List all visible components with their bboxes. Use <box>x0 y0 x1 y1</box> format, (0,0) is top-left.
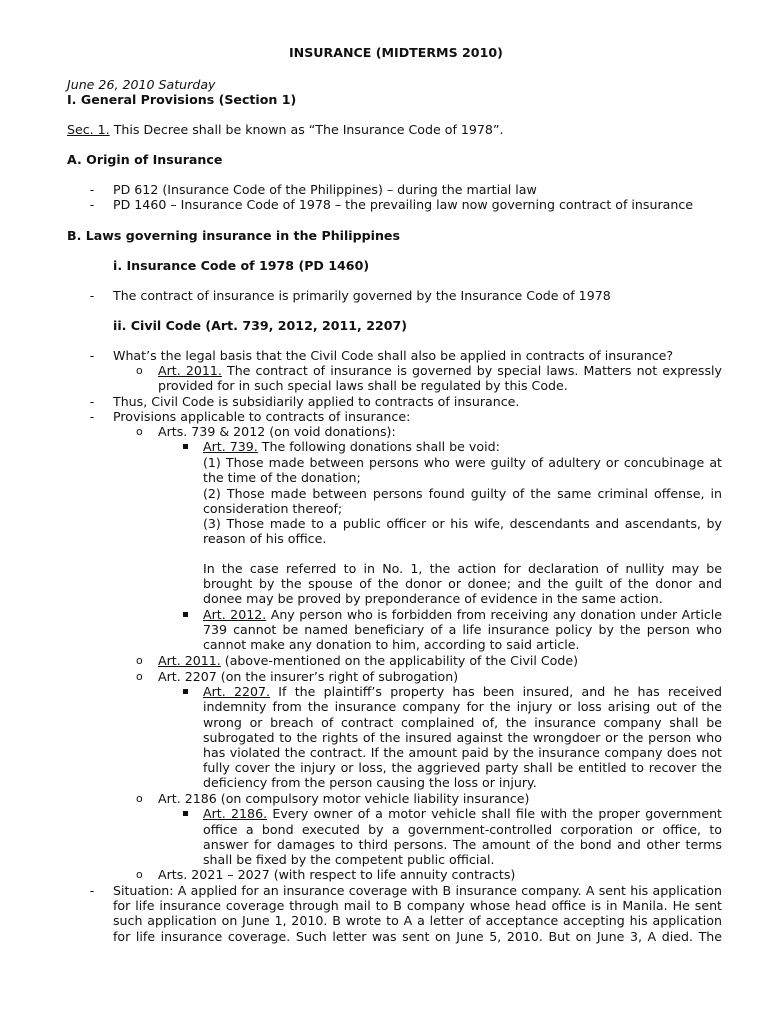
art2186-label: Art. 2186. <box>203 806 268 821</box>
square-bullet <box>183 689 188 694</box>
situation-line: for life insurance coverage through mail to B company whose head office is in Manila. He sent <box>113 898 722 913</box>
art2207-heading: Art. 2207 (on the insurer’s right of subrogation) <box>158 669 459 684</box>
art2207-line: deficiency from the person causing the loss or injury. <box>203 775 537 790</box>
art2011-line-1 <box>158 363 722 378</box>
legal-basis-question: What’s the legal basis that the Civil Code shall also be applied in contracts of insurance? <box>113 348 674 363</box>
art2207-line: subrogated to the rights of the insured against the wrongdoer or the person who <box>203 730 722 745</box>
dash-bullet: - <box>89 409 95 424</box>
arts-739-2012: Arts. 739 & 2012 (on void donations): <box>158 424 396 439</box>
circle-bullet: o <box>136 670 143 683</box>
dash-bullet: - <box>89 197 95 212</box>
heading-origin: A. Origin of Insurance <box>67 152 223 167</box>
situation-line: such application on June 1, 2010. B wrote to A a letter of acceptance accepting his application <box>113 913 722 928</box>
dash-bullet: - <box>89 182 95 197</box>
art2186-line: shall be fixed by the competent public official. <box>203 852 495 867</box>
art739-text: The following donations shall be void: <box>257 439 500 454</box>
art2012-line-3: cannot make any donation to him, according to said article. <box>203 637 580 652</box>
heading-civil-code: ii. Civil Code (Art. 739, 2012, 2011, 2207) <box>113 318 408 333</box>
art2011-ref-label: Art. 2011. <box>158 653 221 668</box>
art2207-line: fully cover the injury or loss, the aggrieved party shall be entitled to recover the <box>203 760 722 775</box>
art2207-line-1 <box>203 684 722 699</box>
art739-line: brought by the spouse of the donor or donee; and the guilt of the donor and <box>203 576 722 591</box>
arts-2021-2027: Arts. 2021 – 2027 (with respect to life annuity contracts) <box>158 867 516 882</box>
art739-line-1 <box>203 439 500 454</box>
art739-line: (3) Those made to a public officer or his wife, descendants and ascendants, by <box>203 516 722 531</box>
origin-item-2: PD 1460 – Insurance Code of 1978 – the prevailing law now governing contract of insurance <box>113 197 693 212</box>
lecture-date: June 26, 2010 Saturday <box>67 77 216 92</box>
situation-line: Situation: A applied for an insurance coverage with B insurance company. A sent his application <box>113 883 722 898</box>
subsidiary-statement: Thus, Civil Code is subsidiarily applied to contracts of insurance. <box>113 394 520 409</box>
square-bullet <box>183 612 188 617</box>
situation-line: for life insurance coverage. Such letter was sent on June 5, 2010. But on June 3, A died. The <box>113 929 722 944</box>
dash-bullet: - <box>89 883 95 898</box>
art2011-label: Art. 2011. <box>158 363 222 378</box>
circle-bullet: o <box>136 654 143 667</box>
art2012-line-1 <box>203 607 722 622</box>
insurance-code-item: The contract of insurance is primarily governed by the Insurance Code of 1978 <box>113 288 611 303</box>
art2186-line: answer for damages to third persons. The amount of the bond and other terms <box>203 837 722 852</box>
square-bullet <box>183 811 188 816</box>
art2011-ref-text: (above-mentioned on the applicability of the Civil Code) <box>220 653 579 668</box>
art739-line: (1) Those made between persons who were guilty of adultery or concubinage at <box>203 455 722 470</box>
art2207-label: Art. 2207. <box>203 684 271 699</box>
art2012-line-2: 739 cannot be named beneficiary of a life insurance policy by the person who <box>203 622 722 637</box>
provisions-heading: Provisions applicable to contracts of insurance: <box>113 409 411 424</box>
dash-bullet: - <box>89 288 95 303</box>
art2186-line: office a bond executed by a government-controlled corporation or office, to <box>203 822 722 837</box>
art739-line: In the case referred to in No. 1, the action for declaration of nullity may be <box>203 561 722 576</box>
art2011-reference <box>158 653 578 668</box>
art739-label: Art. 739. <box>203 439 258 454</box>
art2012-label: Art. 2012. <box>203 607 267 622</box>
art2012-text: Any person who is forbidden from receiving any donation under Article <box>266 607 723 622</box>
art2207-line: wrong or breach of contract complained of, the insurance company shall be <box>203 715 722 730</box>
art2011-text: The contract of insurance is governed by special laws. Matters not expressly <box>221 363 723 378</box>
circle-bullet: o <box>136 425 143 438</box>
art739-line: (2) Those made between persons found guilty of the same criminal offense, in <box>203 486 722 501</box>
art2011-line-2: provided for in such special laws shall be regulated by this Code. <box>158 378 568 393</box>
document-title: INSURANCE (MIDTERMS 2010) <box>289 45 503 60</box>
art739-line: donee may be proved by preponderance of evidence in the same action. <box>203 591 663 606</box>
sec1-label: Sec. 1. <box>67 122 110 137</box>
art2186-heading: Art. 2186 (on compulsory motor vehicle liability insurance) <box>158 791 530 806</box>
origin-item-1: PD 612 (Insurance Code of the Philippines) – during the martial law <box>113 182 537 197</box>
heading-general-provisions: I. General Provisions (Section 1) <box>67 92 297 107</box>
circle-bullet: o <box>136 868 143 881</box>
art2186-text: Every owner of a motor vehicle shall file with the proper government <box>267 806 722 821</box>
art739-line: reason of his office. <box>203 531 327 546</box>
art2207-line: has violated the contract. If the amount paid by the insurance company does not <box>203 745 722 760</box>
art739-line: the time of the donation; <box>203 470 361 485</box>
circle-bullet: o <box>136 364 143 377</box>
art2207-text: If the plaintiff’s property has been insured, and he has received <box>270 684 722 699</box>
heading-laws: B. Laws governing insurance in the Philippines <box>67 228 400 243</box>
heading-insurance-code: i. Insurance Code of 1978 (PD 1460) <box>113 258 370 273</box>
art2186-line-1 <box>203 806 722 821</box>
dash-bullet: - <box>89 394 95 409</box>
circle-bullet: o <box>136 792 143 805</box>
dash-bullet: - <box>89 348 95 363</box>
art2207-line: indemnity from the insurance company for the injury or loss arising out of the <box>203 699 722 714</box>
sec1-paragraph <box>67 122 503 137</box>
art739-line: consideration thereof; <box>203 501 343 516</box>
sec1-text: This Decree shall be known as “The Insurance Code of 1978”. <box>109 122 504 137</box>
square-bullet <box>183 444 188 449</box>
